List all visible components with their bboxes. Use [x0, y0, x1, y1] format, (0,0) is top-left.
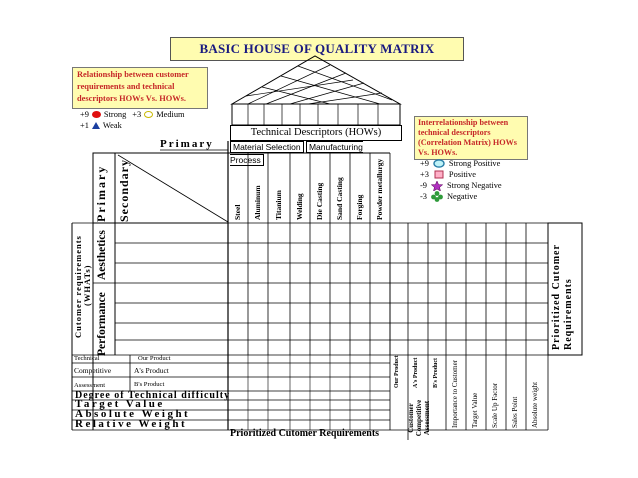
prioritized-bottom-label: Prioritized Cutomer Requirements — [230, 428, 380, 439]
target-value-label: Target Value — [75, 398, 165, 410]
descriptor-titanium: Titanium — [274, 190, 283, 220]
legend-label: Strong Positive — [448, 159, 501, 168]
technical-label: Technical — [74, 355, 100, 362]
our-product-label: Our Product — [138, 355, 171, 362]
descriptor-aluminum: Aluminum — [253, 185, 262, 220]
legend-label: Weak — [102, 121, 122, 130]
legend-value: -3 — [420, 192, 427, 201]
customer-competitive-assessment-label: Customer Competitive Assessment — [407, 399, 431, 437]
relative-weight-label: Relative Weight — [75, 418, 188, 430]
secondary-label: Secondary — [117, 159, 131, 222]
descriptor-sand-casting: Sand Casting — [335, 177, 344, 220]
legend-value: +9 — [80, 110, 89, 119]
relationship-description: Relationship between customer requirements and technical descriptors HOWs Vs. HOWs. — [72, 67, 208, 109]
descriptor-forging: Forging — [355, 194, 364, 220]
legend-label: Positive — [448, 170, 476, 179]
competitive-label: Competitive — [74, 366, 112, 375]
interrelationship-description: Interrelationship between technical descriptors (Correlation Matrix) HOWs Vs. HOWs. — [414, 116, 528, 160]
prioritized-right-label: Prioritized Cutomer Requirements — [551, 244, 574, 350]
manufacturing-process-label: Manufacturing Process — [230, 142, 363, 165]
legend-label: Strong Negative — [446, 181, 502, 190]
our-product-column: Our Product — [394, 355, 400, 388]
primary-top-label: Primary — [160, 138, 214, 150]
legend-value: +3 — [132, 110, 142, 119]
material-selection-label: Material Selection — [230, 141, 304, 153]
legend-value: +1 — [80, 121, 89, 130]
page-title: BASIC HOUSE OF QUALITY MATRIX — [170, 37, 464, 61]
scale-up-column: Scale Up Factor — [491, 382, 499, 428]
roof-grid — [232, 65, 400, 104]
absolute-weight-label: Absolute Weight — [75, 408, 191, 420]
absolute-weight-column: Absolute weight — [531, 381, 539, 428]
aesthetics-label: Aesthetics — [96, 230, 108, 280]
importance-column: Importance to Customer — [451, 359, 459, 428]
descriptor-die-casting: Die Casting — [315, 182, 324, 220]
performance-label: Performance — [96, 292, 108, 356]
b-product-column: B's Product — [433, 357, 439, 388]
descriptor-steel: Steel — [233, 204, 242, 220]
primary-left-label: Primary — [94, 164, 108, 222]
legend-label: Negative — [446, 192, 478, 201]
descriptor-groups — [230, 141, 390, 165]
degree-of-difficulty-label: Degree of Technical difficulty — [75, 390, 231, 401]
legend-value: +9 — [420, 159, 429, 168]
whats-label: (WHATs) — [82, 264, 92, 306]
sales-point-column: Sales Point — [511, 396, 519, 428]
legend-label: Strong — [103, 110, 127, 119]
descriptor-powder-metallurgy: Powder metallurgy — [375, 158, 384, 220]
descriptor-welding: Welding — [295, 193, 304, 220]
legend-value: -9 — [420, 181, 427, 190]
b-product-label: B's Product — [134, 381, 165, 388]
target-value-column: Target Value — [471, 392, 479, 428]
legend-label: Medium — [156, 110, 185, 119]
legend-value: +3 — [420, 170, 429, 179]
assessment-label: Assessment — [74, 382, 106, 389]
a-product-label: A's Product — [134, 366, 169, 375]
technical-descriptors-header: Technical Descriptors (HOWs) — [230, 125, 402, 141]
a-product-column: A's Product — [413, 357, 419, 388]
customer-requirements-label: Cutomer requirements — [73, 235, 83, 338]
